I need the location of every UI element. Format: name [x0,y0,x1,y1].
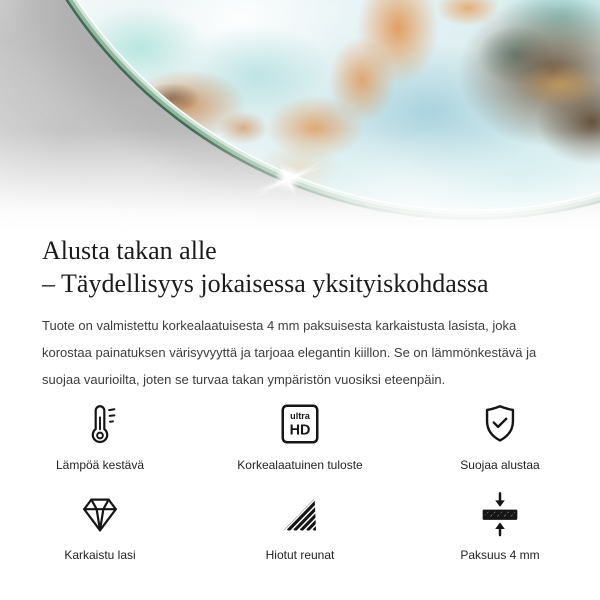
feature-polished-edges [200,488,400,562]
feature-label: Paksuus 4 mm [460,548,540,562]
feature-thickness [400,488,600,562]
ultra-hd-icon [277,398,323,450]
feature-row-2 [0,488,600,562]
diamond-icon [77,488,123,540]
page-title-line2: – Täydellisyys jokaisessa yksityiskohdassa [42,269,489,298]
polished-edges-icon [278,488,322,540]
feature-grid [0,398,600,562]
feature-high-quality-print [200,398,400,472]
feature-label: Korkealaatuinen tuloste [237,458,363,472]
feature-label: Hiotut reunat [265,548,335,562]
feature-label: Lämpöä kestävä [55,458,145,472]
feature-heat-resistant [0,398,200,472]
feature-label: Suojaa alustaa [460,458,540,472]
feature-tempered-glass [0,488,200,562]
thickness-icon [477,488,523,540]
feature-protects-surface [400,398,600,472]
intro-paragraph: Tuote on valmistettu korkealaatuisesta 4 mm paksuisesta karkaistusta lasista, joka korostaa painatuksen värisyvyyttä ja tarjoaa elegantin kiillon. Se on lämmönkestävä ja suojaa vaurioilta, joten se turvaa takan ympäristön vuosiksi eteenpäin. [42,318,537,387]
svg-text:HD: HD [289,422,311,439]
thermometer-icon [77,398,123,450]
shield-check-icon [477,398,523,450]
page-title-line1: Alusta takan alle [42,236,217,265]
page-title [42,234,489,300]
feature-label: Karkaistu lasi [64,548,136,562]
svg-text:ultra: ultra [290,411,310,422]
feature-row-1 [0,398,600,472]
product-hero-image [0,0,600,232]
